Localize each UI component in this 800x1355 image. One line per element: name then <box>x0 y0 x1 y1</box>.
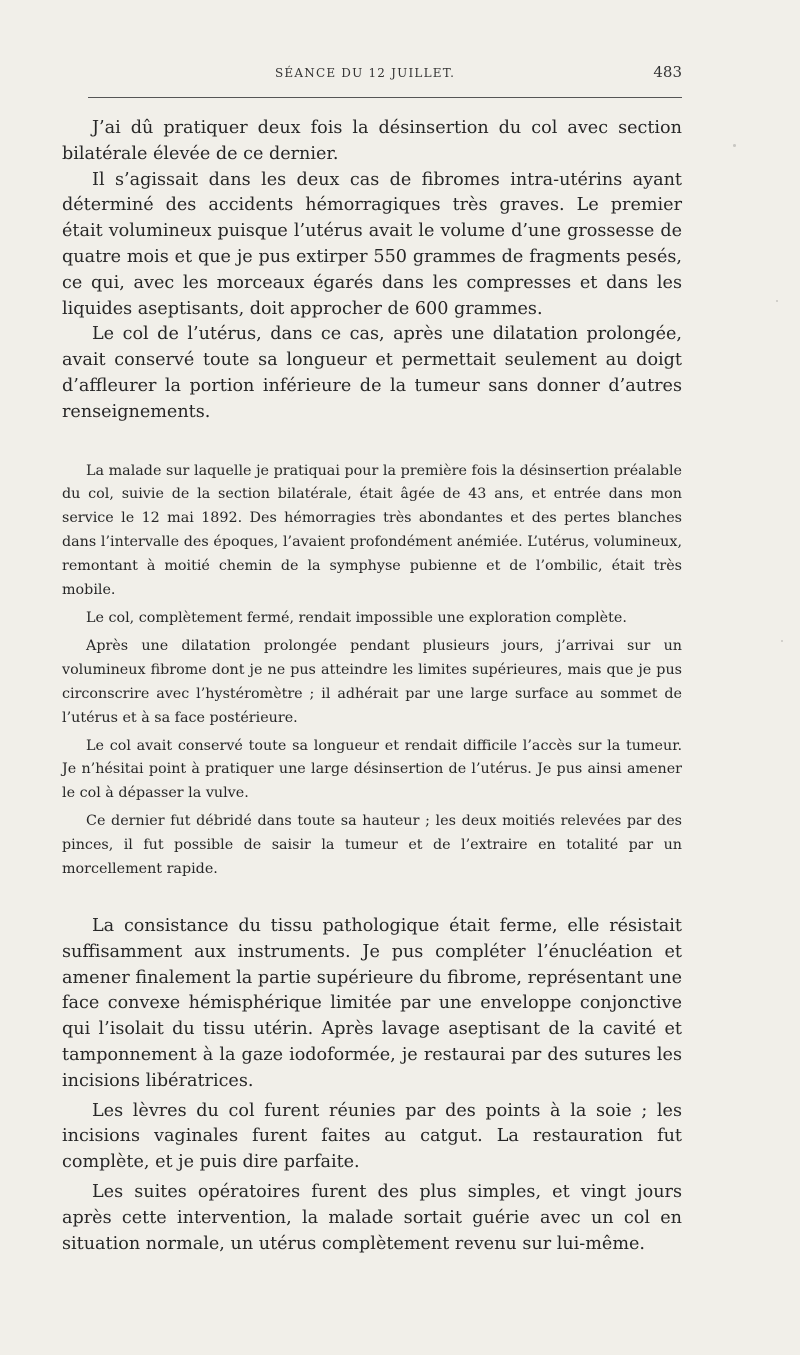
closing-section <box>62 914 682 1257</box>
running-head: SÉANCE DU 12 JUILLET. <box>275 66 456 80</box>
closing-paragraph-1: La consistance du tissu pathologique était ferme, elle résistait suffisamment aux instruments. Je pus compléter l’énucléation et amener finalement la partie supérieure du fibrome, représentant une face convexe hémisphérique limitée par une enveloppe conjonctive qui l’isolait du tissu utérin. Après lavage aseptisant de la cavité et tamponnement à la gaze iodoformée, je restaurai par des sutures les incisions libératrices. <box>62 915 682 1091</box>
scan-speck-2 <box>776 300 778 302</box>
intro-paragraph-2: Il s’agissait dans les deux cas de fibromes intra-utérins ayant déterminé des accidents hémorragiques très graves. Le premier était volumineux puisque l’utérus avait le volume d’une grossesse de quatre mois et que je pus extirper 550 grammes de fragments pesés, ce qui, avec les morceaux égarés dans les compresses et dans les liquides aseptisants, doit approcher de 600 grammes. <box>62 169 682 319</box>
intro-section <box>62 116 682 426</box>
closing-paragraph-3: Les suites opératoires furent des plus simples, et vingt jours après cette intervention, la malade sortait guérie avec un col en situation normale, un utérus complètement revenu sur lui-même. <box>62 1181 682 1254</box>
page-header <box>92 62 682 84</box>
case-paragraph-5: Ce dernier fut débridé dans toute sa hauteur ; les deux moitiés relevées par des pinces, il fut possible de saisir la tumeur et de l’extraire en totalité par un morcellement rapide. <box>62 813 682 878</box>
scan-speck-1 <box>733 144 736 147</box>
case-paragraph-4: Le col avait conservé toute sa longueur et rendait difficile l’accès sur la tumeur. Je n’hésitai point à pratiquer une large désinsertion de l’utérus. Je pus ainsi amener le col à dépasser la vulve. <box>62 737 682 802</box>
page-number: 483 <box>653 63 682 81</box>
intro-paragraph-3: Le col de l’utérus, dans ce cas, après une dilatation prolongée, avait conservé toute sa longueur et permettait seulement au doigt d’affleurer la portion inférieure de la tumeur sans donner d’autres renseignements. <box>62 324 682 422</box>
intro-paragraph-1: J’ai dû pratiquer deux fois la désinsertion du col avec section bilatérale élevée de ce dernier. <box>62 118 682 164</box>
scan-speck-3 <box>781 640 783 642</box>
closing-paragraph-2: Les lèvres du col furent réunies par des points à la soie ; les incisions vaginales furent faites au catgut. La restauration fut complète, et je puis dire parfaite. <box>62 1100 682 1173</box>
case-paragraph-2: Le col, complètement fermé, rendait impossible une exploration complète. <box>86 610 627 626</box>
case-paragraph-3: Après une dilatation prolongée pendant plusieurs jours, j’arrivai sur un volumineux fibrome dont je ne pus atteindre les limites supérieures, mais que je pus circonscrire avec l’hystéromètre ; il adhérait par une large surface au sommet de l’utérus et à sa face postérieure. <box>62 637 682 726</box>
page-content <box>62 116 682 1257</box>
header-rule <box>88 97 682 98</box>
case-paragraph-1: La malade sur laquelle je pratiquai pour la première fois la désinsertion préalable du col, suivie de la section bilatérale, était âgée de 43 ans, et entrée dans mon service le 12 mai 1892. Des hémorragies très abondantes et des pertes blanches dans l’intervalle des époques, l’avaient profondément anémiée. L’utérus, volumineux, remontant à moitié chemin de la symphyse pubienne et de l’ombilic, était très mobile. <box>62 462 682 599</box>
case-report-section <box>62 460 682 882</box>
